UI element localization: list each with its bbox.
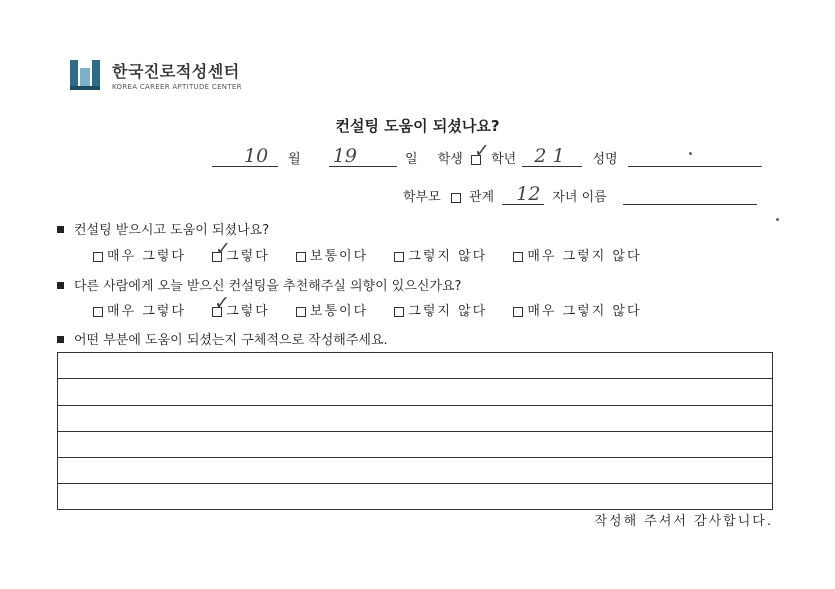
logo (70, 58, 242, 92)
ruled-line (58, 457, 772, 458)
child-name-field[interactable] (623, 189, 757, 205)
info-row-date (212, 139, 762, 167)
scan-speck (776, 218, 779, 221)
bullet-icon (57, 226, 64, 233)
ruled-line (58, 431, 772, 432)
q2-option-4[interactable]: 그렇지 않다 (394, 300, 487, 319)
parent-label: 학부모 (403, 190, 441, 205)
month-value: 10 (244, 145, 269, 167)
student-checkbox[interactable] (471, 139, 490, 165)
relation-label: 관계 (468, 190, 495, 205)
q1-option-3[interactable]: 보통이다 (296, 245, 368, 264)
day-field[interactable] (329, 145, 397, 167)
question-2-text: 다른 사람에게 오늘 받으신 컨설팅을 추천해주실 의향이 있으신가요? (74, 279, 462, 294)
q2-option-5[interactable]: 매우 그렇지 않다 (513, 300, 641, 319)
child-name-label: 자녀 이름 (552, 190, 607, 205)
check-mark: ✓ (214, 291, 232, 314)
question-1 (57, 219, 269, 238)
bullet-icon (57, 282, 64, 289)
question-2-options (93, 291, 662, 319)
q2-option-3[interactable]: 보통이다 (296, 300, 368, 319)
name-label: 성명 (592, 152, 618, 167)
day-value: 19 (332, 145, 358, 167)
question-1-text: 컨설팅 받으시고 도움이 되셨나요? (74, 223, 270, 238)
checkbox[interactable] (296, 307, 306, 317)
thanks-text: 작성해 주셔서 감사합니다. (594, 514, 773, 529)
question-1-options (93, 237, 662, 264)
comment-area[interactable] (57, 352, 773, 510)
checkbox-checked[interactable] (212, 291, 232, 317)
checkbox[interactable] (93, 252, 103, 262)
relation-field[interactable] (502, 183, 544, 205)
checkbox[interactable] (513, 307, 523, 317)
ruled-line (58, 483, 772, 484)
q2-option-2[interactable]: ✓ 그렇다 (214, 291, 270, 319)
grade-label: 학년 (491, 152, 517, 167)
logo-name-ko: 한국진로적성센터 (112, 62, 240, 81)
month-field[interactable] (212, 145, 278, 167)
checkbox[interactable] (394, 252, 404, 262)
name-field[interactable] (628, 151, 762, 167)
q1-option-4[interactable]: 그렇지 않다 (394, 245, 487, 264)
q1-option-2[interactable]: ✓ 그렇다 (212, 245, 270, 264)
question-3-text: 어떤 부분에 도움이 되셨는지 구체적으로 작성해주세요. (74, 333, 388, 348)
bullet-icon (57, 336, 64, 343)
info-row-parent (403, 183, 757, 205)
scan-speck (689, 152, 692, 155)
logo-mark-icon (70, 58, 104, 92)
checkbox[interactable] (296, 252, 306, 262)
student-label: 학생 (437, 152, 463, 167)
ruled-line (58, 378, 772, 379)
grade-value: 2 1 (534, 145, 565, 167)
parent-checkbox[interactable] (451, 193, 461, 203)
q2-option-1[interactable]: 매우 그렇다 (93, 300, 186, 319)
checkbox-checked[interactable] (212, 237, 233, 262)
day-label: 일 (404, 152, 418, 167)
grade-field[interactable] (522, 145, 582, 167)
check-mark: ✓ (215, 237, 233, 260)
question-3 (57, 329, 388, 348)
checkbox[interactable] (513, 252, 523, 262)
q1-option-1[interactable]: 매우 그렇다 (93, 245, 186, 264)
logo-name-en: KOREA CAREER APTITUDE CENTER (112, 83, 242, 91)
q1-option-5[interactable]: 매우 그렇지 않다 (513, 245, 641, 264)
checkbox[interactable] (93, 307, 103, 317)
month-label: 월 (288, 152, 301, 167)
ruled-line (58, 405, 772, 406)
form-title: 컨설팅 도움이 되셨나요? (335, 117, 500, 135)
student-check-mark: ✓ (473, 139, 490, 162)
relation-value: 12 (516, 183, 541, 205)
question-2 (57, 275, 461, 294)
checkbox[interactable] (394, 307, 404, 317)
